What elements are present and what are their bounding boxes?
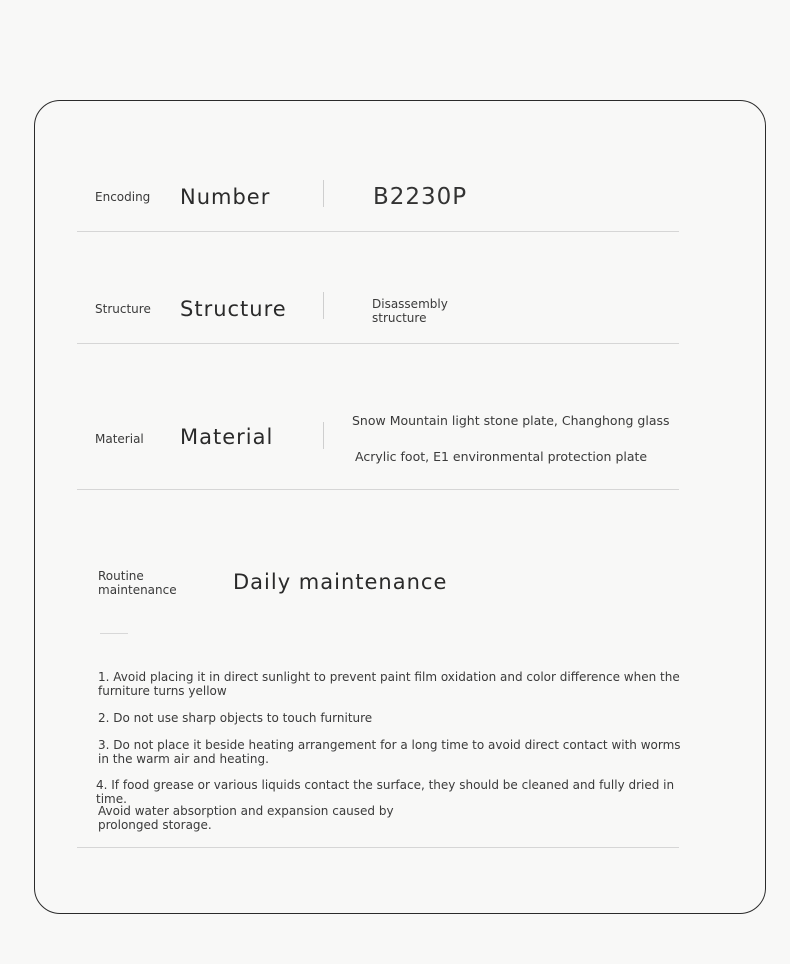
structure-title: Structure <box>180 297 287 321</box>
note-2: 2. Do not use sharp objects to touch furniture <box>98 711 373 725</box>
vertical-divider <box>323 422 324 449</box>
vertical-divider <box>323 180 324 207</box>
bottom-divider <box>77 847 679 848</box>
material-value-line1: Snow Mountain light stone plate, Changhong glass <box>352 413 670 428</box>
number-title: Number <box>180 185 271 209</box>
maintenance-label-line1: Routine <box>98 569 144 583</box>
maintenance-title: Daily maintenance <box>233 570 448 594</box>
structure-value-line2: structure <box>372 311 427 325</box>
note-3: 3. Do not place it beside heating arrangement for a long time to avoid direct contact with worms in the warm air and heating. <box>98 738 681 766</box>
short-divider <box>100 633 128 634</box>
structure-value-line1: Disassembly <box>372 297 448 311</box>
note-5: Avoid water absorption and expansion caused by prolonged storage. <box>98 804 394 832</box>
material-label: Material <box>95 432 144 446</box>
note-1: 1. Avoid placing it in direct sunlight to prevent paint film oxidation and color difference when the furniture turns yellow <box>98 670 680 698</box>
row-divider <box>77 231 679 232</box>
number-value: B2230P <box>373 184 468 210</box>
maintenance-label-line2: maintenance <box>98 583 177 597</box>
vertical-divider <box>323 292 324 319</box>
row-divider <box>77 343 679 344</box>
note-4: 4. If food grease or various liquids contact the surface, they should be cleaned and fully dried in time. <box>96 778 675 806</box>
structure-label: Structure <box>95 302 151 316</box>
encoding-label: Encoding <box>95 190 151 204</box>
row-divider <box>77 489 679 490</box>
material-value-line2: Acrylic foot, E1 environmental protection plate <box>355 449 648 464</box>
material-title: Material <box>180 425 274 449</box>
